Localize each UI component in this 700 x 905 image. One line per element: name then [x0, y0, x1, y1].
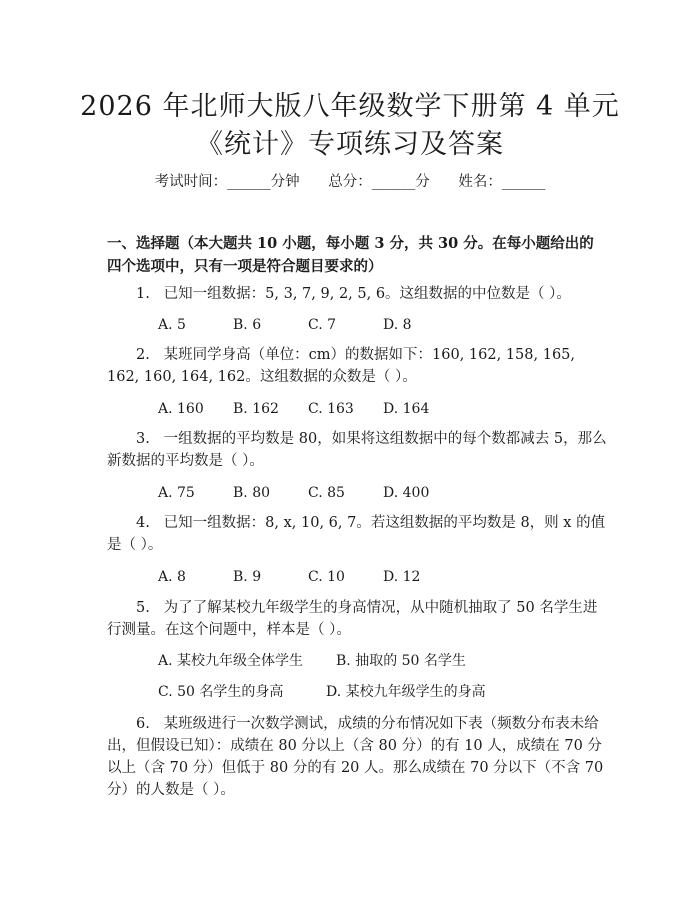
- question-number: 4.: [136, 515, 150, 531]
- option-a: A. 5: [158, 317, 186, 333]
- option-a: A. 75: [158, 485, 195, 501]
- student-name-label: 姓名：______: [458, 174, 546, 190]
- question-number: 5.: [136, 600, 150, 616]
- option-d: D. 400: [383, 485, 430, 501]
- option-c: C. 163: [308, 401, 354, 417]
- question-5: [107, 597, 607, 641]
- question-text: 为了了解某校九年级学生的身高情况，从中随机抽取了 50 名学生进行测量。在这个问题中，样本是（ ）。: [107, 600, 598, 638]
- option-d: D. 12: [383, 569, 421, 585]
- question-2: [107, 344, 607, 388]
- question-text: 一组数据的平均数是 80，如果将这组数据中的每个数都减去 5，那么新数据的平均数是（ ）。: [107, 431, 607, 469]
- option-b: B. 6: [233, 317, 262, 333]
- question-text: 已知一组数据：8, x, 10, 6, 7。若这组数据的平均数是 8，则 x 的值是（ ）。: [107, 515, 606, 553]
- page-title-line-1: 2026 年北师大版八年级数学下册第 4 单元: [80, 91, 620, 122]
- question-text: 某班同学身高（单位：cm）的数据如下：160, 162, 158, 165, 162, 160, 164, 162。这组数据的众数是（ ）。: [107, 347, 576, 385]
- option-a: A. 8: [158, 569, 186, 585]
- option-c: C. 7: [308, 317, 337, 333]
- question-1: [107, 283, 607, 305]
- option-c: C. 85: [308, 485, 345, 501]
- exam-info-line: [0, 170, 700, 191]
- option-d: D. 某校九年级学生的身高: [326, 684, 486, 700]
- option-b: B. 9: [233, 569, 262, 585]
- question-number: 3.: [136, 431, 150, 447]
- exam-time-label: 考试时间：______分钟: [154, 174, 300, 190]
- option-c: C. 10: [308, 569, 345, 585]
- question-text: 某班级进行一次数学测试，成绩的分布情况如下表（频数分布表未给出，但假设已知）：成绩在 80 分以上（含 80 分）的有 10 人，成绩在 70 分以上（含 70 分）但低于 80 分的有 20 人。那么成绩在 70 分以下（不含 70 分）的人数是（ ）。: [107, 716, 604, 798]
- option-b: B. 80: [233, 485, 271, 501]
- question-6: [107, 713, 607, 801]
- question-4: [107, 512, 607, 556]
- question-number: 2.: [136, 347, 150, 363]
- option-b: B. 抽取的 50 名学生: [336, 653, 466, 669]
- option-c: C. 50 名学生的身高: [158, 684, 284, 700]
- option-a: A. 某校九年级全体学生: [158, 653, 304, 669]
- total-score-label: 总分：______分: [328, 174, 430, 190]
- question-3: [107, 428, 607, 472]
- option-d: D. 8: [383, 317, 412, 333]
- option-a: A. 160: [158, 401, 204, 417]
- question-text: 已知一组数据：5, 3, 7, 9, 2, 5, 6。这组数据的中位数是（ ）。: [163, 286, 571, 302]
- question-number: 1.: [136, 286, 150, 302]
- question-number: 6.: [136, 716, 150, 732]
- section-1-heading: 一、选择题（本大题共 10 小题，每小题 3 分，共 30 分。在每小题给出的四个选项中，只有一项是符合题目要求的）: [107, 235, 594, 275]
- option-b: B. 162: [233, 401, 279, 417]
- option-d: D. 164: [383, 401, 430, 417]
- page-title-line-2: 《统计》专项练习及答案: [196, 129, 504, 160]
